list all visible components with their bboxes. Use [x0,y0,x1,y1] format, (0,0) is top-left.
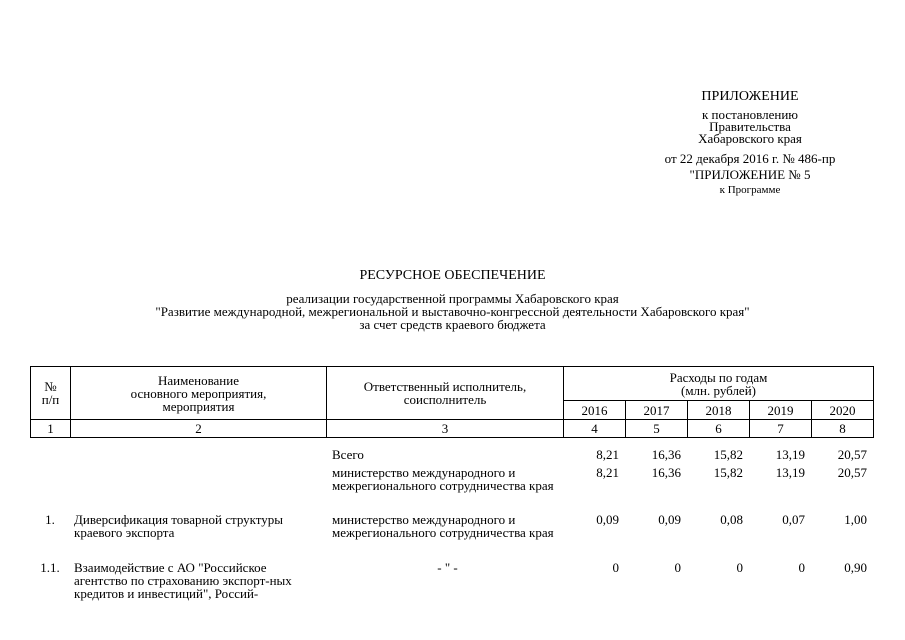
header-year: 2016 [564,401,626,420]
header-expenses: Расходы по годам (млн. рублей) [564,367,874,401]
appendix-program: к Программе [719,184,781,196]
appendix-line-1: к постановлению [701,107,799,122]
header-year: 2018 [688,401,750,420]
row-value: 16,36 [651,447,681,462]
row-executor: Всего [332,447,364,462]
resource-table-header [30,366,874,438]
header-no: № п/п [31,367,71,420]
table-row [30,466,880,513]
row-value: 8,21 [596,447,619,462]
table-row [30,561,880,603]
header-executor: Ответственный исполнитель, соисполнитель [327,367,564,420]
row-executor: министерство международного и межрегионального сотрудничества края [332,465,554,493]
row-value: 13,19 [775,447,805,462]
appendix-line-2: Правительства [709,119,791,134]
appendix-number: "ПРИЛОЖЕНИЕ № 5 [689,167,811,182]
header-year: 2017 [626,401,688,420]
document-title-block [0,268,905,331]
row-value: 0,07 [782,512,805,527]
header-year: 2019 [750,401,812,420]
column-number: 5 [626,420,688,438]
row-name: Взаимодействие с АО "Российское агентство по страхованию экспорт-ных кредитов и инвестиций", Россий- [74,560,292,601]
appendix-header [620,89,880,197]
row-value: 0 [674,560,681,575]
document-title: РЕСУРСНОЕ ОБЕСПЕЧЕНИЕ [359,268,546,283]
row-executor: - " - [437,560,458,575]
column-number: 6 [688,420,750,438]
row-value: 0 [736,560,743,575]
table-row [30,448,880,466]
header-year: 2020 [812,401,874,420]
column-number: 3 [327,420,564,438]
document-subtitle-2: "Развитие международной, межрегиональной и выставочно-конгрессной деятельности Хабаровского края" [155,304,750,319]
appendix-date: от 22 декабря 2016 г. № 486-пр [664,151,836,166]
column-number: 1 [31,420,71,438]
row-name: Диверсификация товарной структуры краевого экспорта [74,512,284,540]
row-value: 0,09 [658,512,681,527]
row-executor: министерство международного и межрегионального сотрудничества края [332,512,554,540]
row-value: 20,57 [837,465,867,480]
column-number: 8 [812,420,874,438]
row-number: 1. [45,512,55,527]
row-value: 0,08 [720,512,743,527]
row-value: 0,90 [844,560,867,575]
row-value: 15,82 [713,447,743,462]
appendix-line-3: Хабаровского края [698,131,802,146]
resource-table-body [30,448,880,603]
column-number: 4 [564,420,626,438]
row-value: 13,19 [775,465,805,480]
row-number: 1.1. [40,560,60,575]
row-value: 20,57 [837,447,867,462]
table-row [30,513,880,561]
column-number: 7 [750,420,812,438]
column-number: 2 [71,420,327,438]
appendix-title: ПРИЛОЖЕНИЕ [701,89,799,104]
row-value: 0 [612,560,619,575]
row-value: 15,82 [713,465,743,480]
row-value: 0 [798,560,805,575]
row-value: 16,36 [651,465,681,480]
row-value: 8,21 [596,465,619,480]
header-name: Наименование основного мероприятия, мероприятия [71,367,327,420]
document-subtitle-3: за счет средств краевого бюджета [359,317,546,332]
row-value: 1,00 [844,512,867,527]
document-subtitle-1: реализации государственной программы Хабаровского края [286,291,619,306]
row-value: 0,09 [596,512,619,527]
